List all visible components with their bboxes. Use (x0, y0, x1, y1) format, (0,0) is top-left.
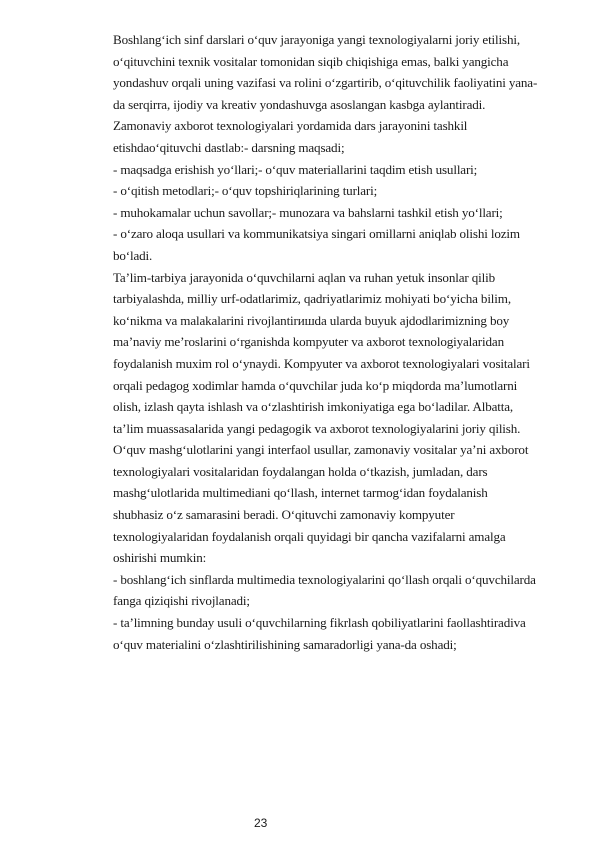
text-line: - boshlang‘ich sinflarda multimedia texnologiyalarini qo‘llash orqali o‘quvchilarda (113, 571, 536, 587)
text-line: shubhasiz o‘z samarasini beradi. O‘qituvchi zamonaviy kompyuter (113, 507, 455, 523)
text-line: - ta’limning bunday usuli o‘quvchilarning fikrlash qobiliyatlarini faollashtiradiva (113, 615, 526, 631)
text-line: Zamonaviy axborot texnologiyalari yordamida dars jarayonini tashkil (113, 118, 468, 134)
text-line: o‘quv materialini o‘zlashtirilishining samaradorligi yana-da oshadi; (113, 636, 457, 652)
text-line: ma’naviy me’roslarini o‘rganishda kompyuter va axborot texnologiyalaridan (113, 334, 504, 350)
text-line: oshirishi mumkin: (113, 550, 207, 566)
text-line: texnologiyalari vositalaridan foydalangan holda o‘tkazish, jumladan, dars (113, 463, 488, 479)
page-number: 23 (254, 816, 268, 830)
text-line: foydalanish muxim rol o‘ynaydi. Kompyuter va axborot texnologiyalari vositalari (113, 355, 530, 371)
body-text (113, 29, 575, 655)
text-line: texnologiyalaridan foydalanish orqali quyidagi bir qancha vazifalarni amalga (113, 528, 506, 544)
text-line: O‘quv mashg‘ulotlarini yangi interfaol usullar, zamonaviy vositalar ya’ni axborot (113, 442, 529, 458)
text-line: ta’lim muassasalarida yangi pedagogik va axborot texnologiyalarini joriy qilish. (113, 420, 521, 436)
text-line: - maqsadga erishish yo‘llari;- o‘quv materiallarini taqdim etish usullari; (113, 161, 478, 177)
text-line: - muhokamalar uchun savollar;- munozara va bahslarni tashkil etish yo‘llari; (113, 204, 503, 220)
text-line: tarbiyalashda, milliy urf-odatlarimiz, qadriyatlarimiz mohiyati bo‘yicha bilim, (113, 291, 511, 307)
text-line: olish, izlash qayta ishlash va o‘zlashtirish imkoniyatiga ega bo‘ladilar. Albatta, (113, 399, 514, 415)
text-line: ko‘nikma va malakalarini rivojlantirишda ularda buyuk ajdodlarimizning boy (113, 312, 510, 328)
text-line: orqali pedagog xodimlar hamda o‘quvchilar juda ko‘p miqdorda ma’lumotlarni (113, 377, 518, 393)
text-line: - o‘zaro aloqa usullari va kommunikatsiya singari omillarni aniqlab olishi lozim (113, 226, 520, 242)
text-line: bo‘ladi. (113, 247, 153, 263)
text-line: o‘qituvchini texnik vositalar tomonidan siqib chiqishiga emas, balki yangicha (113, 53, 509, 69)
text-line: etishdao‘qituvchi dastlab:- darsning maqsadi; (113, 139, 345, 155)
text-line: - o‘qitish metodlari;- o‘quv topshiriqlarining turlari; (113, 183, 378, 199)
text-line: Boshlang‘ich sinf darslari o‘quv jarayoniga yangi texnologiyalarni joriy etilishi, (113, 32, 520, 47)
text-line: yondashuv orqali uning vazifasi va rolini o‘zgartirib, o‘qituvchilik faoliyatini yana- (113, 75, 538, 91)
text-line: da serqirra, ijodiy va kreativ yondashuvga asoslangan kasbga aylantiradi. (113, 96, 486, 112)
text-line: mashg‘ulotlarida multimediani qo‘llash, internet tarmog‘idan foydalanish (113, 485, 488, 501)
text-line: fanga qiziqishi rivojlanadi; (113, 593, 250, 609)
text-line: Ta’lim-tarbiya jarayonida o‘quvchilarni aqlan va ruhan yetuk insonlar qilib (113, 269, 495, 285)
